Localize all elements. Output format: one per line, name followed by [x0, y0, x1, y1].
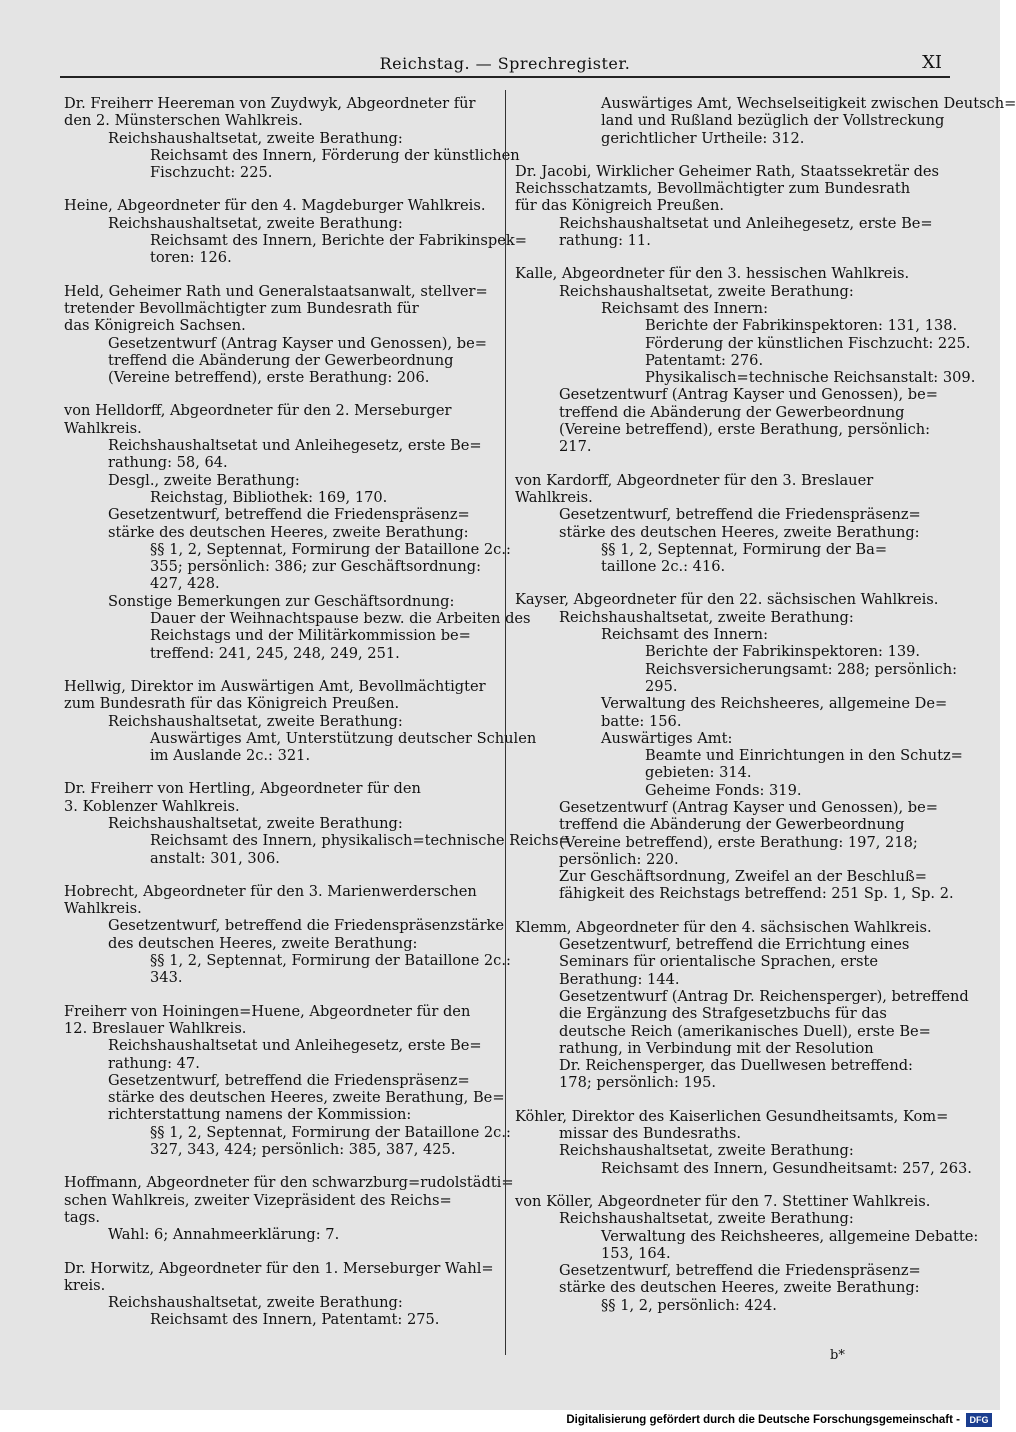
- entry-line: Wahlkreis.: [515, 488, 593, 506]
- entry-line: 355; persönlich: 386; zur Geschäftsordnung:: [150, 558, 481, 576]
- entry-line: Verwaltung des Reichsheeres, allgemeine De=: [601, 695, 948, 713]
- entry-line: §§ 1, 2, persönlich: 424.: [601, 1296, 777, 1314]
- entry-line: Beamte und Einrichtungen in den Schutz=: [645, 747, 963, 765]
- entry-heading-line: Auswärtiges Amt, Wechselseitigkeit zwischen Deutsch=: [601, 95, 1016, 112]
- entry-line: (Vereine betreffend), erste Berathung, persönlich:: [559, 421, 931, 439]
- register-entry: [64, 197, 527, 267]
- entry-line: das Königreich Sachsen.: [64, 317, 246, 335]
- entry-line: Dr. Reichensperger, das Duellwesen betreffend:: [559, 1057, 913, 1075]
- entry-line: treffend: 241, 245, 248, 249, 251.: [150, 644, 400, 662]
- entry-line: Reichsamt des Innern:: [601, 299, 768, 317]
- entry-line: §§ 1, 2, Septennat, Formirung der Ba=: [601, 540, 888, 558]
- entry-line: Reichstags und der Militärkommission be=: [150, 627, 471, 645]
- register-entry: [64, 402, 531, 662]
- entry-heading-line: Dr. Horwitz, Abgeordneter für den 1. Merseburger Wahl=: [64, 1259, 494, 1277]
- entry-line: missar des Bundesraths.: [559, 1125, 741, 1143]
- entry-line: 327, 343, 424; persönlich: 385, 387, 425.: [150, 1141, 456, 1159]
- register-entry: [64, 1002, 511, 1159]
- entry-line: Wahlkreis.: [64, 900, 142, 918]
- dfg-logo: DFG: [966, 1413, 992, 1427]
- entry-line: Geheime Fonds: 319.: [645, 781, 802, 799]
- entry-line: Reichshaushaltsetat, zweite Berathung:: [108, 129, 403, 147]
- entry-heading-line: Freiherr von Hoiningen=Huene, Abgeordneter für den: [64, 1002, 471, 1020]
- entry-line: Berichte der Fabrikinspektoren: 131, 138.: [645, 317, 958, 335]
- entry-line: persönlich: 220.: [559, 850, 679, 868]
- entry-heading-line: von Köller, Abgeordneter für den 7. Stettiner Wahlkreis.: [515, 1192, 931, 1210]
- entry-line: land und Rußland bezüglich der Vollstreckung: [601, 112, 945, 130]
- entry-line: Reichshaushaltsetat und Anleihegesetz, erste Be=: [559, 214, 933, 232]
- entry-line: Reichstag, Bibliothek: 169, 170.: [150, 488, 388, 506]
- signature-mark: b*: [830, 1348, 845, 1363]
- entry-line: Seminars für orientalische Sprachen, erste: [559, 953, 878, 971]
- entry-line: 295.: [645, 677, 678, 695]
- entry-line: 343.: [150, 969, 183, 987]
- register-entry: [515, 918, 969, 1092]
- entry-line: gerichtlicher Urtheile: 312.: [601, 129, 805, 147]
- entry-line: Reichsamt des Innern, Berichte der Fabrikinspek=: [150, 232, 527, 250]
- entry-line: §§ 1, 2, Septennat, Formirung der Bataillone 2c.:: [150, 540, 511, 558]
- entry-line: Berichte der Fabrikinspektoren: 139.: [645, 643, 921, 661]
- register-entry: [64, 882, 511, 987]
- entry-line: Physikalisch=technische Reichsanstalt: 309.: [645, 369, 976, 387]
- entry-line: schen Wahlkreis, zweiter Vizepräsident des Reichs=: [64, 1191, 452, 1209]
- entry-line: Reichshaushaltsetat, zweite Berathung:: [108, 712, 403, 730]
- entry-heading-line: Kalle, Abgeordneter für den 3. hessischen Wahlkreis.: [515, 265, 910, 283]
- entry-heading-line: von Kardorff, Abgeordneter für den 3. Breslauer: [515, 471, 874, 489]
- entry-line: §§ 1, 2, Septennat, Formirung der Bataillone 2c.:: [150, 952, 511, 970]
- entry-line: stärke des deutschen Heeres, zweite Berathung:: [559, 523, 920, 541]
- entry-line: deutsche Reich (amerikanisches Duell), erste Be=: [559, 1022, 931, 1040]
- entry-line: Reichsamt des Innern, Patentamt: 275.: [150, 1311, 440, 1329]
- entry-heading-line: Hoffmann, Abgeordneter für den schwarzburg=rudolstädti=: [64, 1174, 514, 1192]
- register-entry: [515, 1107, 972, 1177]
- entry-line: Reichshaushaltsetat, zweite Berathung:: [559, 608, 854, 626]
- entry-line: tags.: [64, 1208, 101, 1226]
- entry-line: Berathung: 144.: [559, 970, 680, 988]
- page-header: [60, 52, 950, 78]
- entry-line: Verwaltung des Reichsheeres, allgemeine Debatte:: [601, 1227, 979, 1245]
- entry-line: treffend die Abänderung der Gewerbeordnung: [559, 403, 905, 421]
- left-column: [64, 95, 571, 1345]
- entry-line: 153, 164.: [601, 1244, 671, 1262]
- entry-line: Reichshaushaltsetat, zweite Berathung:: [108, 814, 403, 832]
- column-divider: [505, 90, 506, 1355]
- register-entry: [64, 95, 520, 182]
- entry-line: Gesetzentwurf, betreffend die Friedenspräsenz=: [108, 1071, 470, 1089]
- entry-line: (Vereine betreffend), erste Berathung: 206.: [108, 369, 430, 387]
- entry-line: Gesetzentwurf (Antrag Kayser und Genossen), be=: [108, 334, 487, 352]
- entry-line: §§ 1, 2, Septennat, Formirung der Bataillone 2c.:: [150, 1123, 511, 1141]
- entry-line: Gesetzentwurf (Antrag Kayser und Genossen), be=: [559, 386, 938, 404]
- entry-line: Reichshaushaltsetat, zweite Berathung:: [559, 282, 854, 300]
- entry-line: Wahlkreis.: [64, 419, 142, 437]
- entry-line: treffend die Abänderung der Gewerbeordnung: [108, 351, 454, 369]
- entry-line: Reichshaushaltsetat, zweite Berathung:: [559, 1210, 854, 1228]
- entry-line: Gesetzentwurf, betreffend die Friedenspräsenzstärke: [108, 917, 505, 935]
- entry-line: 217.: [559, 438, 592, 456]
- entry-heading-line: Köhler, Direktor des Kaiserlichen Gesundheitsamts, Kom=: [515, 1107, 949, 1125]
- entry-line: stärke des deutschen Heeres, zweite Berathung:: [559, 1279, 920, 1297]
- entry-line: Patentamt: 276.: [645, 351, 764, 369]
- entry-line: Gesetzentwurf (Antrag Dr. Reichensperger), betreffend: [559, 987, 969, 1005]
- entry-line: treffend die Abänderung der Gewerbeordnung: [559, 816, 905, 834]
- register-entry: [515, 472, 945, 576]
- entry-line: im Auslande 2c.: 321.: [150, 747, 311, 765]
- entry-line: rathung: 11.: [559, 232, 651, 250]
- entry-line: Reichsversicherungsamt: 288; persönlich:: [645, 660, 958, 678]
- register-entry: [515, 1192, 979, 1314]
- entry-heading-line: Hobrecht, Abgeordneter für den 3. Marienwerderschen: [64, 882, 477, 900]
- entry-line: Reichshaushaltsetat, zweite Berathung:: [559, 1142, 854, 1160]
- entry-line: Förderung der künstlichen Fischzucht: 225.: [645, 334, 971, 352]
- entry-heading-line: Held, Geheimer Rath und Generalstaatsanwalt, stellver=: [64, 282, 488, 300]
- entry-line: (Vereine betreffend), erste Berathung: 197, 218;: [559, 833, 918, 851]
- entry-line: die Ergänzung des Strafgesetzbuchs für das: [559, 1005, 887, 1023]
- entry-line: Reichsamt des Innern, Förderung der künstlichen: [150, 146, 520, 164]
- entry-line: den 2. Münsterschen Wahlkreis.: [64, 112, 303, 130]
- entry-line: rathung: 58, 64.: [108, 454, 228, 472]
- entry-line: Desgl., zweite Berathung:: [108, 471, 300, 489]
- entry-line: batte: 156.: [601, 712, 682, 730]
- entry-line: Gesetzentwurf, betreffend die Friedenspräsenz=: [559, 506, 921, 524]
- entry-line: Gesetzentwurf, betreffend die Errichtung eines: [559, 936, 910, 954]
- entry-heading-line: Heine, Abgeordneter für den 4. Magdeburger Wahlkreis.: [64, 197, 486, 215]
- entry-line: 12. Breslauer Wahlkreis.: [64, 1019, 247, 1037]
- entry-line: Sonstige Bemerkungen zur Geschäftsordnung:: [108, 592, 455, 610]
- entry-line: Reichshaushaltsetat und Anleihegesetz, erste Be=: [108, 1037, 482, 1055]
- entry-heading-line: Dr. Jacobi, Wirklicher Geheimer Rath, Staatssekretär des: [515, 162, 940, 180]
- entry-line: toren: 126.: [150, 249, 232, 267]
- entry-line: 178; persönlich: 195.: [559, 1074, 716, 1092]
- entry-line: anstalt: 301, 306.: [150, 849, 280, 867]
- entry-line: für das Königreich Preußen.: [515, 197, 725, 215]
- entry-line: kreis.: [64, 1276, 106, 1294]
- register-entry: [64, 1260, 494, 1329]
- entry-line: des deutschen Heeres, zweite Berathung:: [108, 934, 418, 952]
- entry-line: Fischzucht: 225.: [150, 164, 273, 182]
- register-entry: [64, 677, 537, 765]
- entry-heading-line: Dr. Freiherr Heereman von Zuydwyk, Abgeordneter für: [64, 95, 476, 112]
- entry-line: Reichsamt des Innern, physikalisch=technische Reichs=: [150, 832, 571, 850]
- entry-line: Reichshaushaltsetat und Anleihegesetz, erste Be=: [108, 437, 482, 455]
- entry-line: Auswärtiges Amt:: [601, 729, 733, 747]
- right-column: [515, 95, 1016, 1330]
- running-title: Reichstag. — Sprechregister.: [379, 54, 631, 73]
- entry-line: Reichshaushaltsetat, zweite Berathung:: [108, 1294, 403, 1312]
- header-rule: [60, 76, 950, 78]
- register-entry: [515, 95, 1016, 147]
- entry-line: taillone 2c.: 416.: [601, 558, 726, 576]
- register-entry: [515, 163, 945, 249]
- entry-line: Zur Geschäftsordnung, Zweifel an der Beschluß=: [559, 868, 927, 886]
- entry-heading-line: Kayser, Abgeordneter für den 22. sächsischen Wahlkreis.: [515, 591, 939, 609]
- entry-line: stärke des deutschen Heeres, zweite Berathung, Be=: [108, 1089, 505, 1107]
- register-entry: [515, 265, 976, 456]
- entry-line: stärke des deutschen Heeres, zweite Berathung:: [108, 523, 469, 541]
- entry-line: Gesetzentwurf (Antrag Kayser und Genossen), be=: [559, 798, 938, 816]
- entry-line: gebieten: 314.: [645, 764, 752, 782]
- entry-line: rathung: 47.: [108, 1054, 200, 1072]
- entry-heading-line: Dr. Freiherr von Hertling, Abgeordneter für den: [64, 780, 421, 798]
- entry-heading-line: Hellwig, Direktor im Auswärtigen Amt, Bevollmächtigter: [64, 677, 486, 695]
- entry-line: zum Bundesrath für das Königreich Preußen.: [64, 695, 400, 713]
- entry-line: Reichsschatzamts, Bevollmächtigter zum Bundesrath: [515, 180, 911, 198]
- page-number: XI: [922, 52, 942, 73]
- entry-line: richterstattung namens der Kommission:: [108, 1106, 412, 1124]
- register-entry: [64, 1174, 514, 1244]
- funding-credit: Digitalisierung gefördert durch die Deutsche Forschungsgemeinschaft -: [566, 1414, 960, 1426]
- register-entry: [64, 283, 494, 387]
- entry-line: Auswärtiges Amt, Unterstützung deutscher Schulen: [150, 729, 537, 747]
- entry-line: Reichsamt des Innern:: [601, 626, 768, 644]
- entry-line: Reichshaushaltsetat, zweite Berathung:: [108, 214, 403, 232]
- entry-line: Wahl: 6; Annahmeerklärung: 7.: [108, 1226, 340, 1244]
- entry-line: 3. Koblenzer Wahlkreis.: [64, 797, 240, 815]
- entry-line: 427, 428.: [150, 575, 220, 593]
- register-entry: [64, 780, 571, 867]
- entry-line: fähigkeit des Reichstags betreffend: 251 Sp. 1, Sp. 2.: [559, 885, 954, 903]
- entry-heading-line: von Helldorff, Abgeordneter für den 2. Merseburger: [64, 402, 452, 420]
- entry-line: Reichsamt des Innern, Gesundheitsamt: 257, 263.: [601, 1159, 972, 1177]
- entry-line: Dauer der Weihnachtspause bezw. die Arbeiten des: [150, 610, 531, 628]
- entry-line: Gesetzentwurf, betreffend die Friedenspräsenz=: [108, 506, 470, 524]
- footer-bar: [0, 1410, 1000, 1432]
- entry-heading-line: Klemm, Abgeordneter für den 4. sächsischen Wahlkreis.: [515, 918, 932, 936]
- register-entry: [515, 591, 963, 903]
- entry-line: tretender Bevollmächtigter zum Bundesrath für: [64, 299, 419, 317]
- entry-line: Gesetzentwurf, betreffend die Friedenspräsenz=: [559, 1262, 921, 1280]
- entry-line: rathung, in Verbindung mit der Resolution: [559, 1039, 874, 1057]
